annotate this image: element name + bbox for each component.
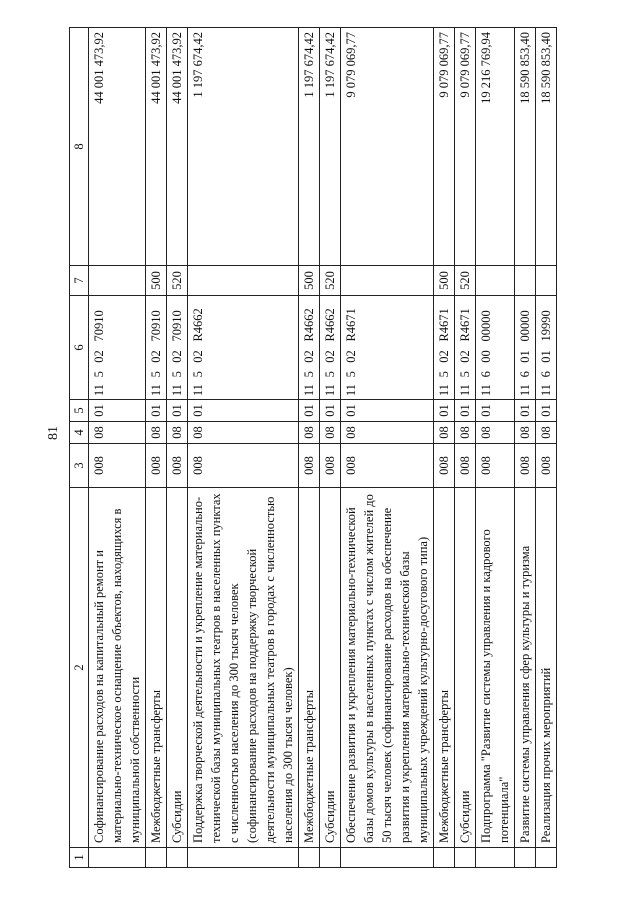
csr-code-part: 5 — [302, 371, 316, 378]
row-grbs-cell: 008 — [434, 444, 455, 488]
header-cell-2: 2 — [70, 488, 89, 848]
csr-code — [456, 296, 474, 399]
csr-code-part: 5 — [437, 371, 451, 378]
row-rz-cell: 08 — [536, 422, 557, 444]
row-vr-cell — [515, 266, 536, 296]
row-csr-cell — [536, 296, 557, 400]
row-grbs-cell: 008 — [89, 444, 146, 488]
csr-code-part: 11 — [479, 384, 493, 397]
row-grbs-cell: 008 — [167, 444, 188, 488]
table-row — [434, 28, 455, 868]
table-row — [188, 28, 299, 868]
row-rz-cell: 08 — [188, 422, 299, 444]
csr-code-part: 00000 — [479, 310, 493, 342]
csr-code-part: R4662 — [191, 308, 205, 342]
csr-code — [147, 296, 165, 399]
header-cell-1: 1 — [70, 848, 89, 868]
header-cell-3: 3 — [70, 444, 89, 488]
row-grbs-cell: 008 — [455, 444, 476, 488]
row-name-cell: Реализация прочих мероприятий — [536, 488, 557, 848]
header-row — [70, 28, 89, 868]
row-pr-cell: 01 — [146, 400, 167, 422]
row-rz-cell: 08 — [320, 422, 341, 444]
csr-code-part: 6 — [539, 371, 553, 378]
row-grbs-cell: 008 — [341, 444, 434, 488]
row-rz-cell: 08 — [434, 422, 455, 444]
header-cell-7: 7 — [70, 266, 89, 296]
row-vr-cell: 500 — [146, 266, 167, 296]
row-pr-cell: 01 — [167, 400, 188, 422]
row-grbs-cell: 008 — [320, 444, 341, 488]
row-pr-cell: 01 — [89, 400, 146, 422]
table-row — [476, 28, 515, 868]
csr-code-part: R4662 — [323, 308, 337, 342]
row-vr-cell — [536, 266, 557, 296]
csr-code-part: 19990 — [539, 310, 553, 342]
row-sum-cell: 44 001 473,92 — [146, 28, 167, 266]
csr-code — [537, 296, 555, 399]
row-sum-cell: 1 197 674,42 — [188, 28, 299, 266]
table-row — [299, 28, 320, 868]
csr-code-part: 6 — [479, 371, 493, 378]
csr-code-part: 11 — [344, 384, 358, 397]
table-row — [341, 28, 434, 868]
row-sum-cell: 1 197 674,42 — [299, 28, 320, 266]
csr-code-part: 02 — [92, 350, 106, 363]
row-col1-cell — [455, 848, 476, 868]
table-row — [320, 28, 341, 868]
csr-code-part: 70910 — [92, 310, 106, 342]
csr-code-part: 00 — [479, 350, 493, 363]
table-row — [167, 28, 188, 868]
csr-code-part: 02 — [170, 350, 184, 363]
row-name-cell: Обеспечение развития и укрепления материально-технической базы домов культуры в населенных пунктах с числом жителей до 50 тысяч человек (софинансирование расходов на обеспечение развития и укрепления материально-технической базы муниципальных учреждений культурно-досугового типа) — [341, 488, 434, 848]
csr-code-part: 11 — [149, 384, 163, 397]
row-vr-cell: 500 — [299, 266, 320, 296]
row-rz-cell: 08 — [455, 422, 476, 444]
row-pr-cell: 01 — [455, 400, 476, 422]
row-name-cell: Субсидии — [167, 488, 188, 848]
csr-code-part: 11 — [518, 384, 532, 397]
table-row — [536, 28, 557, 868]
row-grbs-cell: 008 — [188, 444, 299, 488]
csr-code-part: 11 — [92, 384, 106, 397]
csr-code-part: 02 — [437, 350, 451, 363]
table-row — [455, 28, 476, 868]
csr-code-part: 02 — [302, 350, 316, 363]
row-csr-cell — [320, 296, 341, 400]
row-col1-cell — [341, 848, 434, 868]
row-csr-cell — [167, 296, 188, 400]
csr-code-part: 11 — [458, 384, 472, 397]
row-sum-cell: 44 001 473,92 — [89, 28, 146, 266]
csr-code-part: 5 — [344, 371, 358, 378]
header-cell-8: 8 — [70, 28, 89, 266]
row-vr-cell — [341, 266, 434, 296]
row-grbs-cell: 008 — [146, 444, 167, 488]
csr-code-part: 02 — [191, 350, 205, 363]
row-pr-cell: 01 — [476, 400, 515, 422]
csr-code-part: 02 — [458, 350, 472, 363]
row-rz-cell: 08 — [146, 422, 167, 444]
row-grbs-cell: 008 — [476, 444, 515, 488]
csr-code-part: 02 — [323, 350, 337, 363]
csr-code-part: 02 — [344, 350, 358, 363]
table-row — [515, 28, 536, 868]
row-rz-cell: 08 — [341, 422, 434, 444]
row-csr-cell — [341, 296, 434, 400]
csr-code-part: 11 — [170, 384, 184, 397]
row-col1-cell — [299, 848, 320, 868]
csr-code-part: 11 — [191, 384, 205, 397]
csr-code-part: 02 — [149, 350, 163, 363]
row-csr-cell — [455, 296, 476, 400]
row-csr-cell — [89, 296, 146, 400]
csr-code-part: R4671 — [344, 308, 358, 342]
csr-code-part: 11 — [302, 384, 316, 397]
row-grbs-cell: 008 — [515, 444, 536, 488]
csr-code-part: 5 — [458, 371, 472, 378]
csr-code — [342, 296, 360, 399]
row-rz-cell: 08 — [89, 422, 146, 444]
row-sum-cell: 44 001 473,92 — [167, 28, 188, 266]
header-cell-6: 6 — [70, 296, 89, 400]
row-name-cell: Развитие системы управления сфер культуры и туризма — [515, 488, 536, 848]
row-pr-cell: 01 — [341, 400, 434, 422]
row-sum-cell: 9 079 069,77 — [455, 28, 476, 266]
row-col1-cell — [434, 848, 455, 868]
csr-code — [516, 296, 534, 399]
row-pr-cell: 01 — [515, 400, 536, 422]
row-vr-cell — [89, 266, 146, 296]
row-name-cell: Межбюджетные трансферты — [299, 488, 320, 848]
row-col1-cell — [515, 848, 536, 868]
csr-code-part: 5 — [170, 371, 184, 378]
budget-table — [69, 27, 557, 868]
csr-code-part: 5 — [191, 371, 205, 378]
header-cell-5: 5 — [70, 400, 89, 422]
csr-code-part: R4671 — [437, 308, 451, 342]
csr-code-part: 11 — [437, 384, 451, 397]
row-name-cell: Межбюджетные трансферты — [434, 488, 455, 848]
row-csr-cell — [434, 296, 455, 400]
csr-code-part: 11 — [539, 384, 553, 397]
csr-code — [189, 296, 207, 399]
row-sum-cell: 18 590 853,40 — [536, 28, 557, 266]
table-row — [146, 28, 167, 868]
row-csr-cell — [188, 296, 299, 400]
row-grbs-cell: 008 — [299, 444, 320, 488]
csr-code-part: 70910 — [170, 310, 184, 342]
row-name-cell: Поддержка творческой деятельности и укрепление материально-технической базы муниципальных театров в населенных пунктах с численностью населения до 300 тысяч человек (софинансирование расходов на поддержку творческой деятельности муниципальных театров в городах с численностью населения до 300 тысяч человек) — [188, 488, 299, 848]
csr-code — [477, 296, 495, 399]
table-body — [70, 28, 557, 868]
row-sum-cell: 19 216 769,94 — [476, 28, 515, 266]
csr-code-part: 5 — [323, 371, 337, 378]
row-rz-cell: 08 — [515, 422, 536, 444]
csr-code — [435, 296, 453, 399]
row-col1-cell — [188, 848, 299, 868]
table-row — [89, 28, 146, 868]
row-name-cell: Межбюджетные трансферты — [146, 488, 167, 848]
row-pr-cell: 01 — [299, 400, 320, 422]
csr-code-part: 6 — [518, 371, 532, 378]
row-vr-cell: 520 — [320, 266, 341, 296]
csr-code-part: 00000 — [518, 310, 532, 342]
row-vr-cell: 520 — [167, 266, 188, 296]
csr-code-part: 70910 — [149, 310, 163, 342]
row-sum-cell: 9 079 069,77 — [434, 28, 455, 266]
row-sum-cell: 9 079 069,77 — [341, 28, 434, 266]
row-name-cell: Подпрограмма "Развитие системы управления и кадрового потенциала" — [476, 488, 515, 848]
row-pr-cell: 01 — [320, 400, 341, 422]
rotated-table-container — [69, 28, 604, 868]
row-rz-cell: 08 — [476, 422, 515, 444]
csr-code-part: 11 — [323, 384, 337, 397]
row-csr-cell — [146, 296, 167, 400]
row-col1-cell — [476, 848, 515, 868]
row-grbs-cell: 008 — [536, 444, 557, 488]
row-vr-cell — [476, 266, 515, 296]
csr-code-part: 01 — [539, 350, 553, 363]
csr-code-part: 5 — [92, 371, 106, 378]
csr-code-part: 01 — [518, 350, 532, 363]
row-sum-cell: 1 197 674,42 — [320, 28, 341, 266]
csr-code — [168, 296, 186, 399]
row-vr-cell: 500 — [434, 266, 455, 296]
csr-code — [321, 296, 339, 399]
csr-code — [300, 296, 318, 399]
row-csr-cell — [299, 296, 320, 400]
row-name-cell: Субсидии — [455, 488, 476, 848]
row-col1-cell — [167, 848, 188, 868]
csr-code-part: R4671 — [458, 308, 472, 342]
csr-code-part: R4662 — [302, 308, 316, 342]
page-number: 81 — [46, 426, 61, 440]
row-pr-cell: 01 — [434, 400, 455, 422]
row-csr-cell — [515, 296, 536, 400]
row-rz-cell: 08 — [167, 422, 188, 444]
row-col1-cell — [536, 848, 557, 868]
row-csr-cell — [476, 296, 515, 400]
row-pr-cell: 01 — [536, 400, 557, 422]
row-name-cell: Субсидии — [320, 488, 341, 848]
header-cell-4: 4 — [70, 422, 89, 444]
row-vr-cell: 520 — [455, 266, 476, 296]
row-rz-cell: 08 — [299, 422, 320, 444]
csr-code-part: 5 — [149, 371, 163, 378]
row-pr-cell: 01 — [188, 400, 299, 422]
row-col1-cell — [89, 848, 146, 868]
row-col1-cell — [320, 848, 341, 868]
row-name-cell: Софинансирование расходов на капитальный ремонт и материально-техническое оснащение объектов, находящихся в муниципальной собственности — [89, 488, 146, 848]
row-sum-cell: 18 590 853,40 — [515, 28, 536, 266]
row-col1-cell — [146, 848, 167, 868]
csr-code — [90, 296, 108, 399]
row-vr-cell — [188, 266, 299, 296]
